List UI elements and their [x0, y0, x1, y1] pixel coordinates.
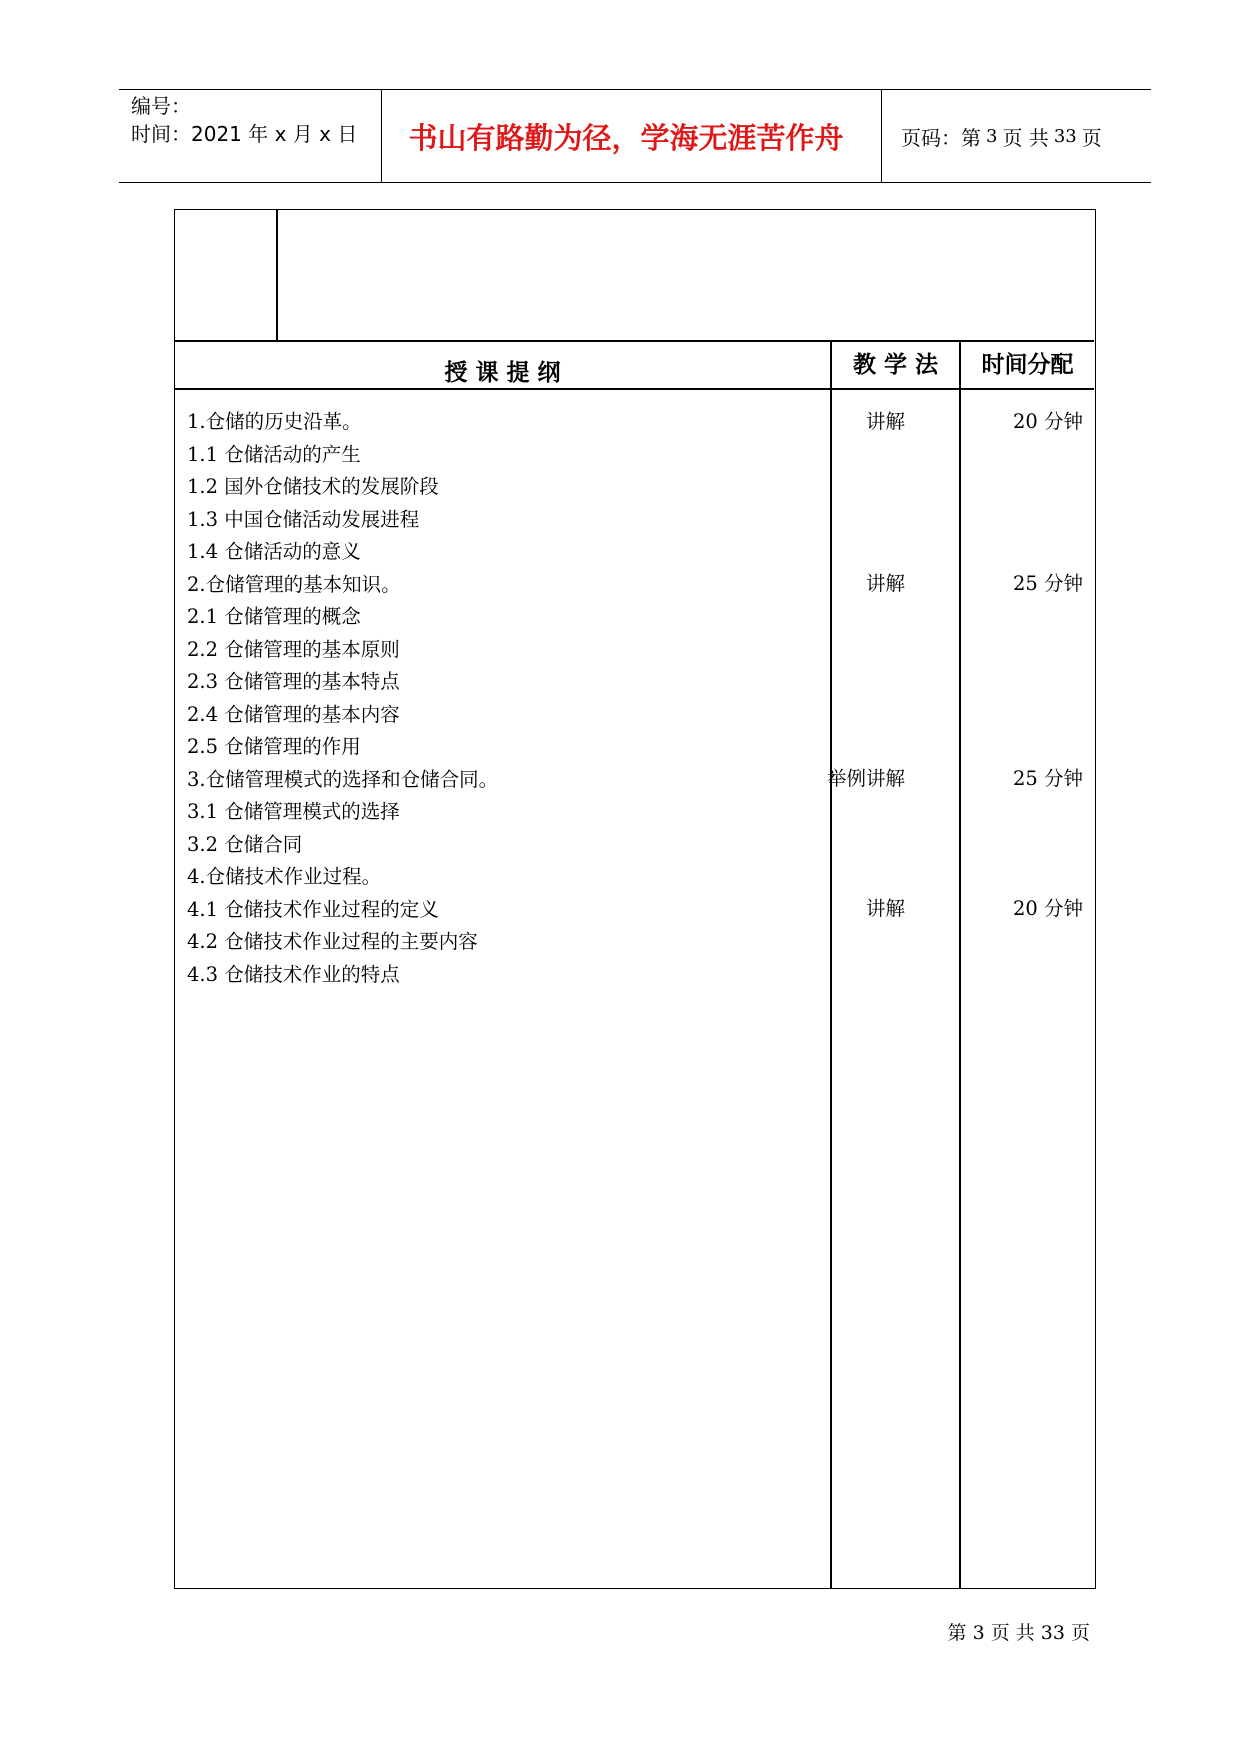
- lesson-plan-table: [174, 209, 1096, 1589]
- serial-label: 编号：: [131, 94, 191, 118]
- list-item: 2.3 仓储管理的基本特点: [187, 670, 400, 693]
- page-prefix: 页码：第: [901, 125, 981, 150]
- date-label: 时间：2021 年 x 月 x 日: [131, 122, 358, 146]
- list-item: 1.2 国外仓储技术的发展阶段: [187, 475, 439, 498]
- list-item: 4.3 仓储技术作业的特点: [187, 962, 400, 986]
- list-item: 1.4 仓储活动的意义: [187, 540, 361, 563]
- time-cell: 25 分钟: [1012, 572, 1083, 595]
- page-suffix: 页: [1081, 125, 1102, 150]
- list-item: 3.仓储管理模式的选择和仓储合同。: [187, 767, 499, 791]
- time-header: 时间分配: [981, 351, 1074, 378]
- list-item: 3.1 仓储管理模式的选择: [187, 800, 400, 823]
- method-cell: 举例讲解: [826, 767, 905, 790]
- header-page-indicator: [881, 90, 1151, 182]
- list-item: 4.仓储技术作业过程。: [187, 865, 382, 888]
- time-cell: 20 分钟: [1012, 897, 1083, 920]
- list-item: 1.1 仓储活动的产生: [187, 442, 361, 466]
- top-cell-divider: [276, 210, 278, 340]
- header-motto: 书山有路勤为径，学海无涯苦作舟: [408, 120, 844, 155]
- column-divider: [830, 340, 832, 1588]
- method-header: 教 学 法: [852, 351, 938, 378]
- page-mid: 页 共: [1002, 125, 1049, 150]
- outline-list: [187, 406, 827, 991]
- list-item: 1.仓储的历史沿革。: [187, 410, 362, 433]
- page-header: [119, 89, 1151, 183]
- list-item: 3.2 仓储合同: [187, 832, 303, 856]
- page-number: 3: [986, 125, 998, 147]
- outline-header: 授 课 提 纲: [444, 359, 561, 386]
- list-item: 1.3 中国仓储活动发展进程: [187, 507, 420, 531]
- method-cell: 讲解: [865, 572, 905, 595]
- column-divider: [959, 340, 961, 1588]
- list-item: 2.5 仓储管理的作用: [187, 735, 361, 758]
- list-item: 4.2 仓储技术作业过程的主要内容: [187, 930, 478, 953]
- method-cell: 讲解: [865, 410, 905, 433]
- time-cell: 25 分钟: [1012, 767, 1083, 790]
- page-footer: 第 3 页 共 33 页: [947, 1622, 1090, 1644]
- list-item: 2.仓储管理的基本知识。: [187, 572, 401, 596]
- header-meta: [131, 92, 371, 180]
- list-item: 2.4 仓储管理的基本内容: [187, 702, 400, 726]
- method-cell: 讲解: [865, 897, 905, 920]
- list-item: 2.1 仓储管理的概念: [187, 605, 361, 628]
- list-item: 4.1 仓储技术作业过程的定义: [187, 897, 439, 921]
- list-item: 2.2 仓储管理的基本原则: [187, 637, 400, 661]
- time-cell: 20 分钟: [1012, 410, 1083, 433]
- page-total: 33: [1053, 125, 1077, 147]
